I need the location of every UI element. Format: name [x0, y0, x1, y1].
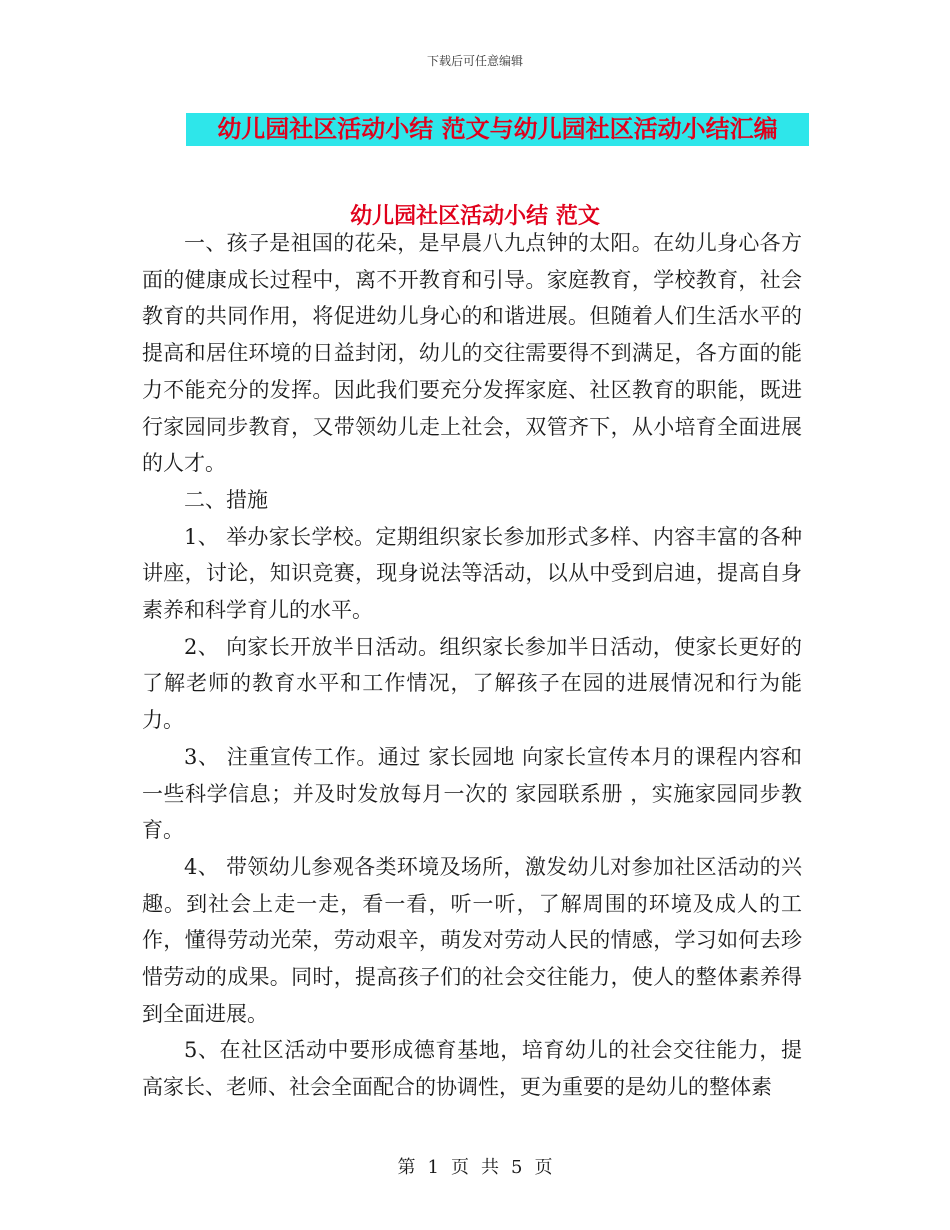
section-subtitle: 幼儿园社区活动小结 范文: [350, 204, 600, 229]
total-prefix: 共: [481, 1157, 499, 1178]
page-label: 页: [451, 1157, 469, 1178]
document-title: 幼儿园社区活动小结 范文与幼儿园社区活动小结汇编: [186, 113, 809, 146]
total-label: 页: [534, 1157, 553, 1178]
paragraph-measure-1: 1、 举办家长学校。定期组织家长参加形式多样、内容丰富的各种讲座，讨论，知识竞赛，现身说法等活动，以从中受到启迪，提高自身素养和科学育儿的水平。: [142, 524, 802, 623]
document-body: [142, 225, 802, 1106]
paragraph-measure-5: 5、在社区活动中要形成德育基地，培育幼儿的社会交往能力，提高家长、老师、社会全面配合的协调性，更为重要的是幼儿的整体素: [142, 1038, 802, 1100]
total-pages: 5: [511, 1157, 523, 1178]
page-footer: [0, 1153, 950, 1179]
paragraph-measure-4: 4、 带领幼儿参观各类环境及场所，激发幼儿对参加社区活动的兴趣。到社会上走一走，看一看，听一听，了解周围的环境及成人的工作，懂得劳动光荣，劳动艰辛，萌发对劳动人民的情感，学习如何去珍惜劳动的成果。同时，提高孩子们的社会交往能力，使人的整体素养得到全面进展。: [142, 854, 802, 1026]
paragraph-intro: 一、孩子是祖国的花朵，是早晨八九点钟的太阳。在幼儿身心各方面的健康成长过程中，离不开教育和引导。家庭教育，学校教育，社会教育的共同作用，将促进幼儿身心的和谐进展。但随着人们生活水平的提高和居住环境的日益封闭，幼儿的交往需要得不到满足，各方面的能力不能充分的发挥。因此我们要充分发挥家庭、社区教育的职能，既进行家园同步教育，又带领幼儿走上社会，双管齐下，从小培育全面进展的人才。: [142, 231, 802, 476]
paragraph-measures-heading: 二、措施: [184, 487, 268, 512]
paragraph-measure-2: 2、 向家长开放半日活动。组织家长参加半日活动，使家长更好的了解老师的教育水平和工作情况，了解孩子在园的进展情况和行为能力。: [142, 634, 802, 733]
page-prefix: 第: [397, 1157, 416, 1178]
header-note: 下载后可任意编辑: [426, 54, 523, 68]
paragraph-measure-3: 3、 注重宣传工作。通过 家长园地 向家长宣传本月的课程内容和一些科学信息；并及时发放每月一次的 家园联系册 ，实施家园同步教育。: [142, 744, 802, 843]
page-number: 1: [427, 1157, 439, 1178]
